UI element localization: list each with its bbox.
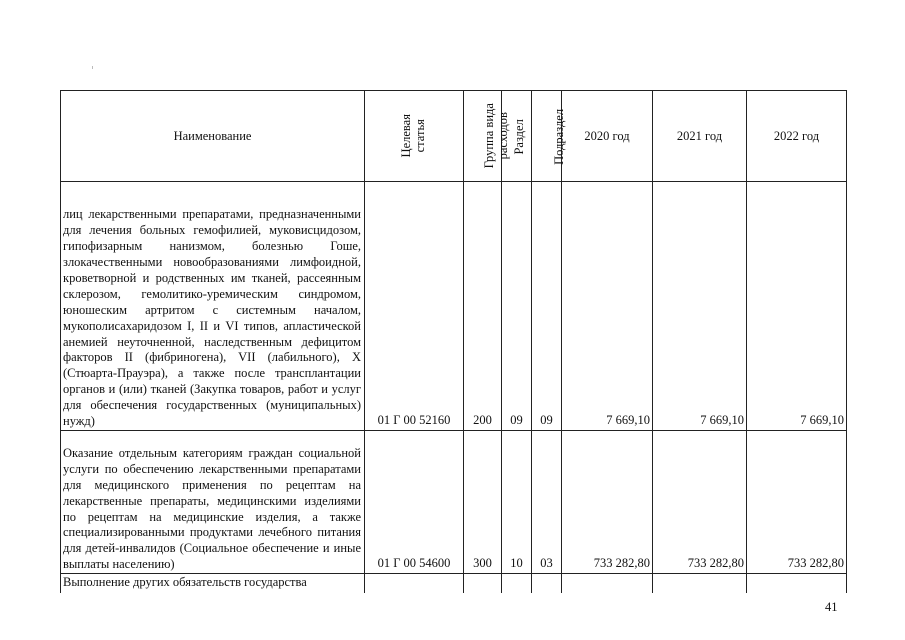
- budget-table: [60, 90, 847, 593]
- header-2021: 2021 год: [653, 91, 747, 182]
- empty-cell: [532, 574, 562, 593]
- row-value-2022: 733 282,80: [747, 430, 847, 573]
- header-subsection: Подраздел: [532, 91, 562, 182]
- page-number: 41: [825, 600, 838, 614]
- row-value-2021: 7 669,10: [653, 182, 747, 431]
- header-target-article: Целевая статья: [365, 91, 464, 182]
- header-expense-group: Группа вида расходов: [464, 91, 502, 182]
- row-subsection: 03: [532, 430, 562, 573]
- row-subsection: 09: [532, 182, 562, 431]
- row-value-2021: 733 282,80: [653, 430, 747, 573]
- empty-cell: [464, 574, 502, 593]
- row-target-article: 01 Г 00 54600: [365, 430, 464, 573]
- empty-cell: [747, 574, 847, 593]
- table-row: [61, 182, 847, 431]
- row-name: Оказание отдельным категориям граждан социальной услуги по обеспечению лекарственными препаратами для медицинского применения по рецептам на лекарственные препараты, медицинскими изделиями по рецептам на медицинские изделия, а также специализированными продуктами лечебного питания для детей-инвалидов (Социальное обеспечение и иные выплаты населению): [61, 430, 365, 573]
- row-value-2022: 7 669,10: [747, 182, 847, 431]
- empty-cell: [653, 574, 747, 593]
- row-expense-group: 300: [464, 430, 502, 573]
- header-2022: 2022 год: [747, 91, 847, 182]
- header-name: Наименование: [61, 91, 365, 182]
- empty-cell: [562, 574, 653, 593]
- row-target-article: 01 Г 00 52160: [365, 182, 464, 431]
- row-section: 09: [502, 182, 532, 431]
- row-name: лиц лекарственными препаратами, предназначенными для лечения больных гемофилией, муковисцидозом, гипофизарным нанизмом, болезнью Гоше, злокачественными новообразованиями лимфоидной, кроветворной и родственных им тканей, рассеянным склерозом, гемолитико-уремическим синдромом, юношеским артритом с системным началом, мукополисахаридозом I, II и VI типов, апластической анемией неуточненной, наследственным дефицитом факторов II (фибриногена), VII (лабильного), X (Стюарта-Прауэра), а также после трансплантации органов и (или) тканей (Закупка товаров, работ и услуг для обеспечения государственных (муниципальных) нужд): [61, 182, 365, 431]
- table-header-row: [61, 91, 847, 182]
- row-value-2020: 733 282,80: [562, 430, 653, 573]
- row-section: 10: [502, 430, 532, 573]
- header-section: Раздел: [502, 91, 532, 182]
- table-row: [61, 430, 847, 573]
- header-2020: 2020 год: [562, 91, 653, 182]
- row-value-2020: 7 669,10: [562, 182, 653, 431]
- table-row: [61, 574, 847, 593]
- row-name: Выполнение других обязательств государства: [61, 574, 365, 593]
- row-expense-group: 200: [464, 182, 502, 431]
- scan-mark: [92, 66, 93, 69]
- empty-cell: [502, 574, 532, 593]
- empty-cell: [365, 574, 464, 593]
